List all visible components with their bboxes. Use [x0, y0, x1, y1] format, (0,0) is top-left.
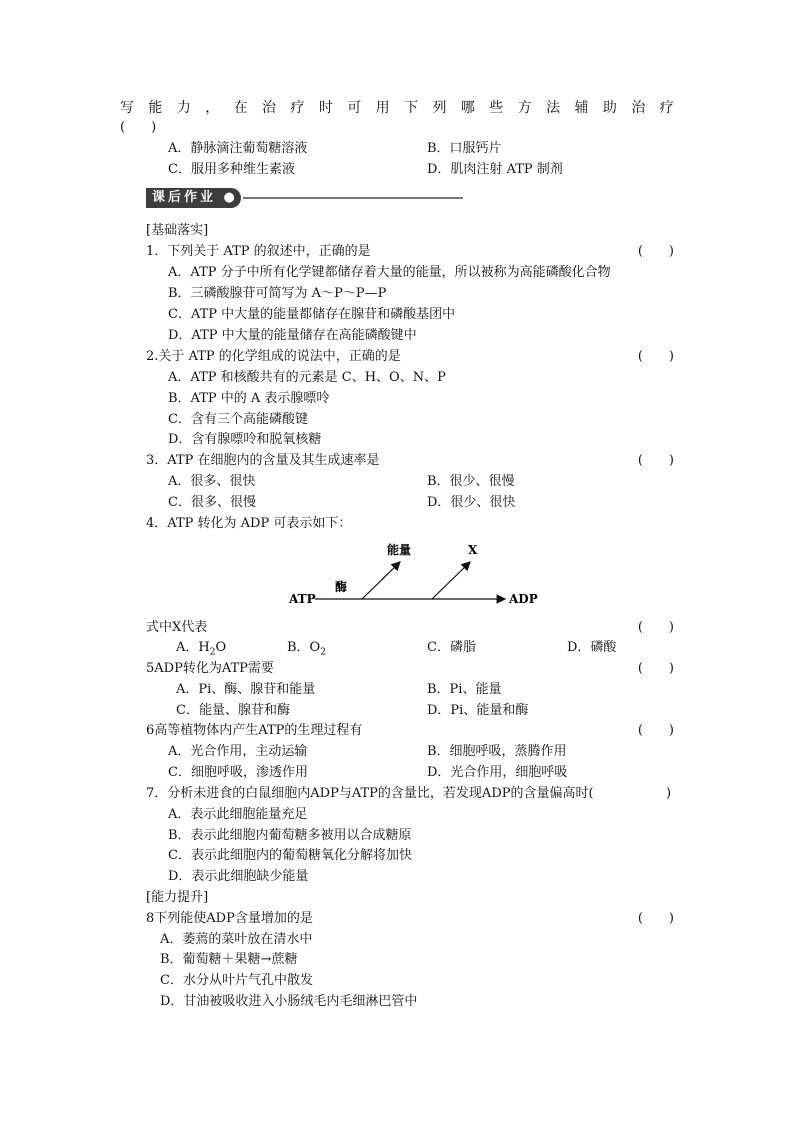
section-title-badge: [146, 188, 241, 208]
q5-option-a: A．Pi、酶、腺苷和能量: [176, 682, 316, 697]
q8-answer-paren: ( ): [637, 911, 674, 926]
intro-option-d: D．肌肉注射 ATP 制剂: [427, 162, 563, 177]
intro-char: 在: [233, 100, 248, 116]
intro-char: 力: [176, 100, 191, 116]
q7-option-a: A．表示此细胞能量充足: [168, 807, 308, 822]
q5-stem: 5ADP转化为ATP需要: [146, 661, 274, 676]
bullet-icon: ●: [223, 190, 235, 205]
q1-answer-paren: ( ): [637, 244, 674, 259]
intro-char: 助: [602, 100, 617, 116]
q4-option-b-subscript: 2: [320, 647, 326, 658]
intro-char: 用: [375, 100, 390, 116]
q4-stem: 4．ATP 转化为 ADP 可表示如下：: [146, 516, 352, 531]
section-title: 课后作业: [152, 190, 217, 205]
q3-option-d: D．很少、很快: [427, 495, 516, 510]
intro-char: 可: [347, 100, 362, 116]
q4-option-b: [287, 640, 326, 661]
intro-char: 治: [631, 100, 646, 116]
intro-option-a: A．静脉滴注葡萄糖溶液: [168, 141, 308, 156]
diagram-atp-label: ATP: [289, 592, 316, 606]
q4-option-c: C．磷脂: [427, 640, 476, 655]
intro-char: 辅: [574, 100, 589, 116]
intro-char: 方: [517, 100, 532, 116]
q6-stem: 6高等植物体内产生ATP的生理过程有: [146, 723, 363, 738]
section-header: [146, 188, 463, 208]
q4-option-b-text: B．O: [287, 640, 321, 655]
q2-option-b: B．ATP 中的 A 表示腺嘌呤: [168, 391, 330, 406]
q7-option-b: B．表示此细胞内葡萄糖多被用以合成糖原: [168, 828, 412, 843]
q6-option-c: C．细胞呼吸，渗透作用: [168, 765, 308, 780]
q2-stem: 2.关于 ATP 的化学组成的说法中，正确的是: [146, 349, 401, 364]
q7-option-c: C．表示此细胞内的葡萄糖氧化分解将加快: [168, 848, 412, 863]
diagram-x-label: X: [468, 543, 478, 557]
intro-stem-line: [120, 99, 674, 117]
q1-option-b: B．三磷酸腺苷可简写为 A～P～P—P: [168, 286, 387, 301]
diagram-enzyme-label: 酶: [335, 580, 348, 594]
q3-option-b: B．很少、很慢: [427, 474, 515, 489]
q2-option-c: C．含有三个高能磷酸键: [168, 412, 308, 427]
intro-char: 列: [432, 100, 447, 116]
diagram-energy-label: 能量: [387, 543, 412, 557]
q4-option-a-subscript: 2: [209, 647, 216, 658]
section-divider: [243, 197, 463, 199]
q8-stem: 8下列能使ADP含量增加的是: [146, 911, 313, 926]
intro-char: 疗: [290, 100, 305, 116]
q7-stem-close: ): [666, 786, 672, 801]
q5-option-b: B．Pi、能量: [427, 682, 502, 697]
q5-option-c: C．能量、腺苷和酶: [176, 703, 290, 718]
intro-char: 能: [148, 100, 163, 116]
intro-char: 法: [546, 100, 561, 116]
diagram-adp-label: ADP: [509, 592, 538, 606]
q6-answer-paren: ( ): [637, 723, 674, 738]
q4-option-a-tail: O: [215, 640, 227, 655]
q1-stem: 1．下列关于 ATP 的叙述中，正确的是: [146, 244, 371, 259]
q5-answer-paren: ( ): [637, 661, 674, 676]
q4-option-a-text: A．H: [176, 640, 210, 655]
intro-char: 治: [262, 100, 277, 116]
q1-option-d: D．ATP 中大量的能量储存在高能磷酸键中: [168, 328, 417, 343]
q4-followup: 式中X代表: [146, 620, 208, 635]
q6-option-a: A．光合作用，主动运输: [168, 744, 308, 759]
q2-answer-paren: ( ): [637, 349, 674, 364]
q8-option-c: C．水分从叶片气孔中散发: [160, 973, 313, 988]
energy-arrow: [362, 562, 400, 599]
q4-option-d: D．磷酸: [567, 640, 617, 655]
intro-option-b: B．口服钙片: [427, 141, 502, 156]
intro-char: 下: [404, 100, 419, 116]
q1-option-a: A．ATP 分子中所有化学键都储存着大量的能量，所以被称为高能磷酸化合物: [168, 265, 611, 280]
intro-char: 疗: [659, 100, 674, 116]
intro-answer-paren: ( ): [120, 120, 157, 135]
intro-char: 写: [120, 100, 134, 116]
q6-option-b: B．细胞呼吸，蒸腾作用: [427, 744, 567, 759]
intro-option-c: C．服用多种维生素液: [168, 162, 295, 177]
q8-option-a: A．萎蔫的菜叶放在清水中: [160, 932, 313, 947]
q7-option-d: D．表示此细胞缺少能量: [168, 869, 309, 884]
q8-option-b: B．葡萄糖＋果糖→蔗糖: [160, 952, 298, 967]
q5-option-d: D．Pi、能量和酶: [427, 703, 529, 718]
q3-option-c: C．很多、很慢: [168, 495, 256, 510]
q3-stem: 3．ATP 在细胞内的含量及其生成速率是: [146, 453, 380, 468]
q4-answer-paren: ( ): [637, 620, 674, 635]
advanced-label: [能力提升]: [146, 890, 209, 905]
q2-option-a: A．ATP 和核酸共有的元素是 C、H、O、N、P: [168, 370, 446, 385]
q8-option-d: D．甘油被吸收进入小肠绒毛内毛细淋巴管中: [160, 994, 418, 1009]
q7-stem: 7．分析未进食的白鼠细胞内ADP与ATP的含量比，若发现ADP的含量偏高时(: [146, 786, 594, 801]
q1-option-c: C．ATP 中大量的能量都储存在腺苷和磷酸基团中: [168, 307, 456, 322]
q6-option-d: D．光合作用，细胞呼吸: [427, 765, 568, 780]
q4-option-a: [176, 640, 226, 661]
basics-label: [基础落实]: [146, 223, 209, 238]
intro-char: 时: [318, 100, 333, 116]
atp-adp-diagram: [280, 536, 550, 616]
q3-option-a: A．很多、很快: [168, 474, 256, 489]
intro-char: 些: [489, 100, 504, 116]
intro-char: 哪: [460, 100, 475, 116]
intro-char: ，: [205, 100, 220, 116]
x-arrow: [432, 562, 470, 599]
q3-answer-paren: ( ): [637, 453, 674, 468]
q2-option-d: D．含有腺嘌呤和脱氧核糖: [168, 432, 322, 447]
